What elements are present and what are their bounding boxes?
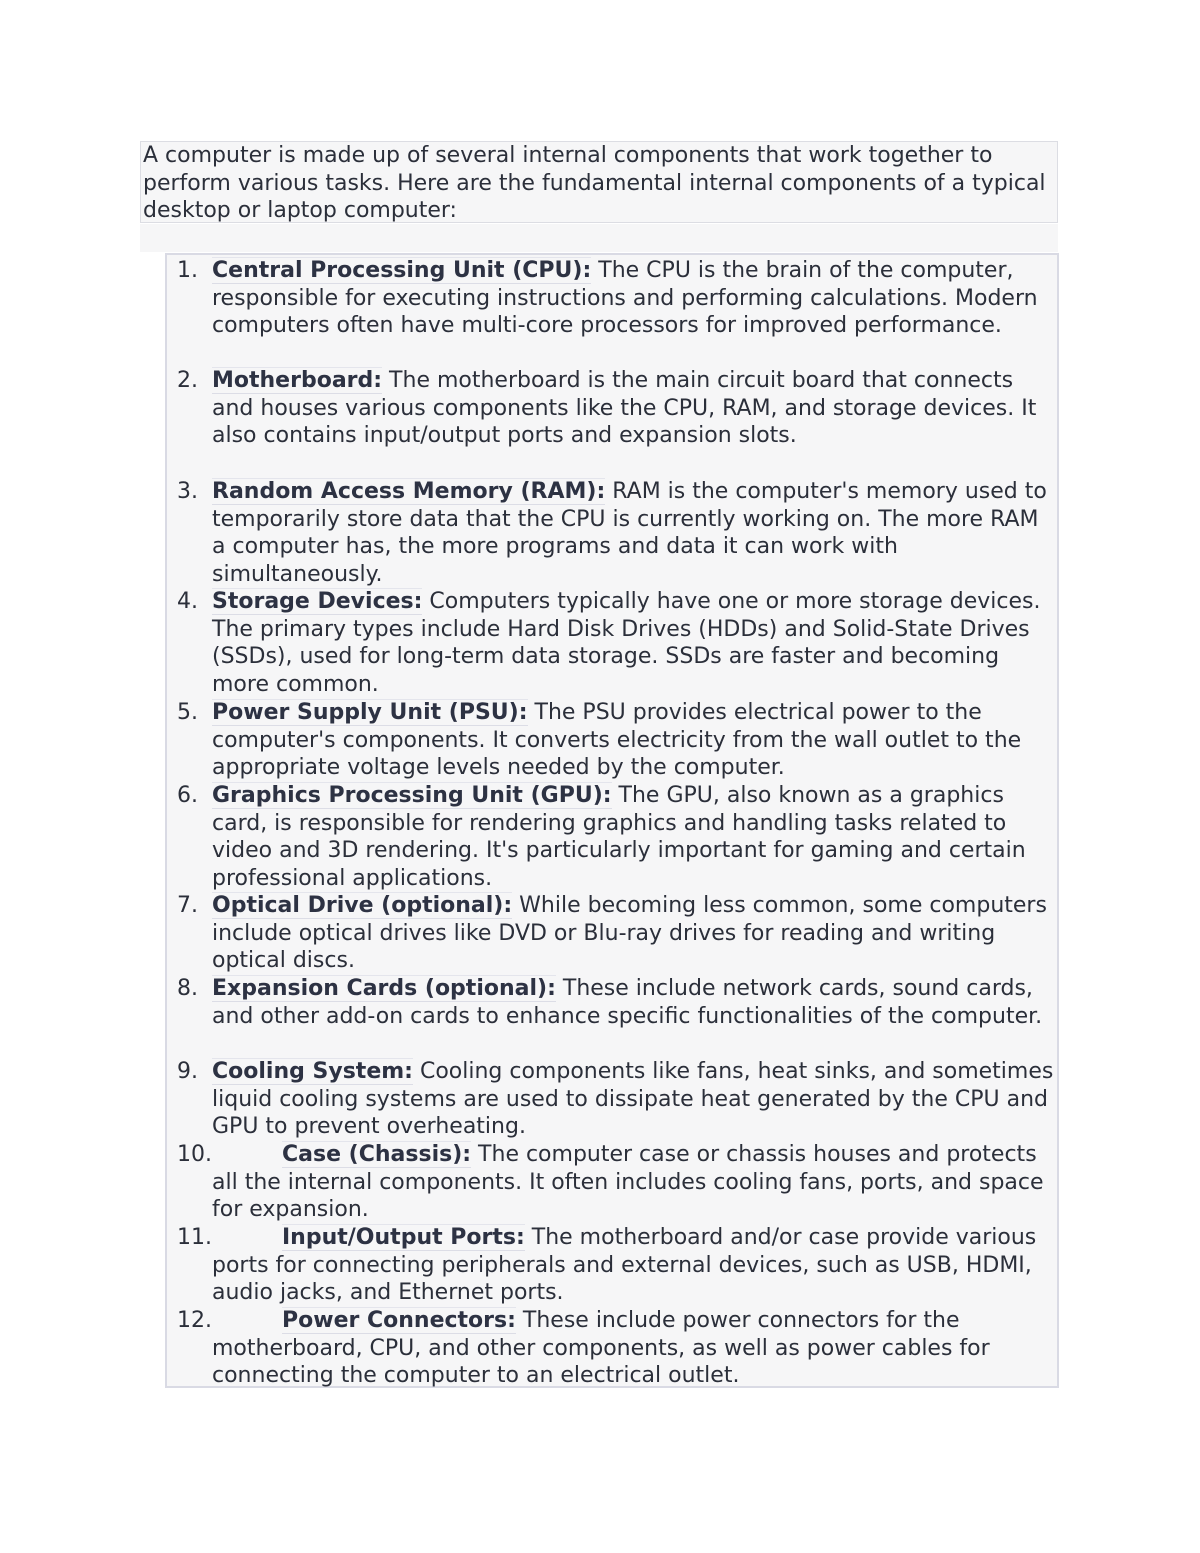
item-number: 6.	[177, 783, 198, 808]
item-text: The motherboard and/or case provide various ports for connecting peripherals and external devices, such as USB, HDMI, audio jacks, and Ethernet ports.	[212, 1225, 1037, 1306]
item-number: 4.	[177, 589, 198, 614]
components-list-box	[165, 253, 1059, 1388]
item-text: While becoming less common, some computers include optical drives like DVD or Blu-ray drives for reading and writing optical discs.	[212, 893, 1047, 974]
list-item	[167, 782, 1057, 892]
item-text: The motherboard is the main circuit board that connects and houses various components like the CPU, RAM, and storage devices. It also contains input/output ports and expansion slots.	[212, 368, 1037, 449]
item-number: 5.	[177, 700, 198, 725]
intro-paragraph: A computer is made up of several internal components that work together to perform various tasks. Here are the fundamental internal components of a typical desktop or laptop computer:	[140, 141, 1058, 223]
list-item	[167, 478, 1057, 588]
item-term: Optical Drive (optional):	[212, 893, 513, 918]
list-item	[167, 257, 1057, 340]
item-number: 9.	[177, 1059, 198, 1084]
list-item	[167, 975, 1057, 1030]
item-text: These include network cards, sound cards, and other add-on cards to enhance specific functionalities of the computer.	[212, 976, 1043, 1029]
item-text: The computer case or chassis houses and protects all the internal components. It often includes cooling fans, ports, and space for expansion.	[212, 1142, 1044, 1223]
item-number: 1.	[177, 258, 198, 283]
item-term: Graphics Processing Unit (GPU):	[212, 783, 612, 808]
item-term: Storage Devices:	[212, 589, 423, 614]
spacer-band	[140, 224, 1058, 252]
list-item	[167, 1141, 1057, 1224]
item-number: 10.	[177, 1142, 212, 1167]
item-term: Input/Output Ports:	[282, 1225, 525, 1250]
item-text: RAM is the computer's memory used to temporarily store data that the CPU is currently working on. The more RAM a computer has, the more programs and data it can work with simultaneously.	[212, 479, 1047, 587]
item-number: 2.	[177, 368, 198, 393]
list-item	[167, 892, 1057, 975]
item-term: Expansion Cards (optional):	[212, 976, 556, 1001]
list-item	[167, 1058, 1057, 1141]
list-item	[167, 367, 1057, 450]
list-item	[167, 588, 1057, 698]
item-text: Computers typically have one or more storage devices. The primary types include Hard Disk Drives (HDDs) and Solid-State Drives (SSDs), used for long-term data storage. SSDs are faster and becoming more common.	[212, 589, 1041, 697]
item-text: The CPU is the brain of the computer, responsible for executing instructions and performing calculations. Modern computers often have multi-core processors for improved performance.	[212, 258, 1038, 339]
item-term: Power Supply Unit (PSU):	[212, 700, 528, 725]
list-item	[167, 1224, 1057, 1307]
item-term: Case (Chassis):	[282, 1142, 472, 1167]
item-term: Motherboard:	[212, 368, 383, 393]
item-text: Cooling components like fans, heat sinks, and sometimes liquid cooling systems are used to dissipate heat generated by the CPU and GPU to prevent overheating.	[212, 1059, 1054, 1140]
list-item	[167, 699, 1057, 782]
item-term: Cooling System:	[212, 1059, 413, 1084]
item-number: 8.	[177, 976, 198, 1001]
item-text: The GPU, also known as a graphics card, is responsible for rendering graphics and handling tasks related to video and 3D rendering. It's particularly important for gaming and certain professional applications.	[212, 783, 1026, 891]
item-term: Power Connectors:	[282, 1308, 516, 1333]
item-term: Random Access Memory (RAM):	[212, 479, 606, 504]
item-text: These include power connectors for the motherboard, CPU, and other components, as well as power cables for connecting the computer to an electrical outlet.	[212, 1308, 990, 1389]
item-number: 11.	[177, 1225, 212, 1250]
item-term: Central Processing Unit (CPU):	[212, 258, 592, 283]
item-number: 7.	[177, 893, 198, 918]
list-item	[167, 1307, 1057, 1390]
item-number: 12.	[177, 1308, 212, 1333]
item-number: 3.	[177, 479, 198, 504]
item-text: The PSU provides electrical power to the computer's components. It converts electricity from the wall outlet to the appropriate voltage levels needed by the computer.	[212, 700, 1022, 781]
